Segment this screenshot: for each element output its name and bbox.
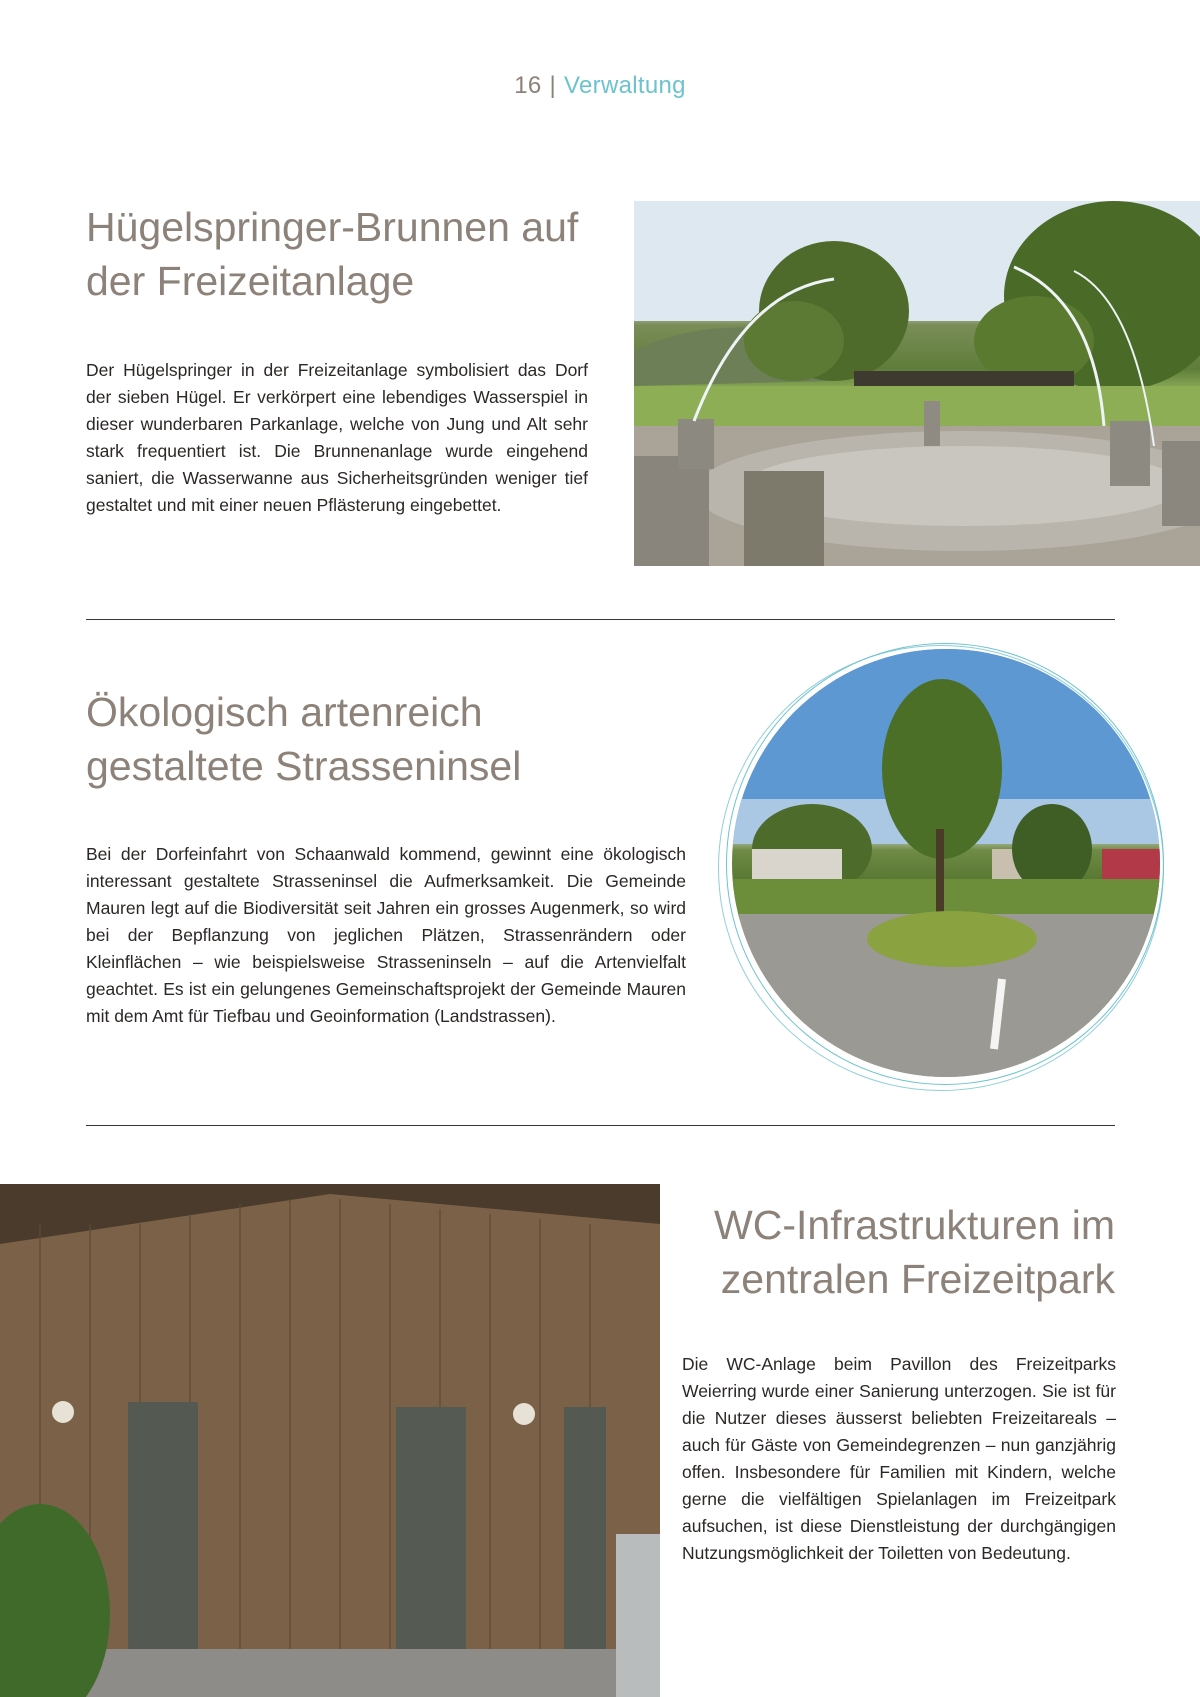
street-island-photo: [732, 649, 1160, 1077]
article-2-title-line1: Ökologisch artenreich: [86, 689, 483, 735]
divider-2: [86, 1125, 1115, 1126]
divider-1: [86, 619, 1115, 620]
fountain-illustration: [634, 201, 1200, 566]
article-3-title-line2: zentralen Freizeitpark: [720, 1256, 1115, 1302]
street-island-photo-frame: [718, 645, 1166, 1093]
wc-building-illustration: [0, 1184, 660, 1697]
page-number: 16: [514, 72, 542, 99]
article-1-title-line2: der Freizeitanlage: [86, 258, 415, 304]
article-3-title: [660, 1198, 1115, 1306]
article-1-title: [86, 200, 646, 308]
article-2-title: [86, 685, 726, 793]
wc-building-photo: [0, 1184, 660, 1697]
article-3-body: Die WC-Anlage beim Pavillon des Freizeitparks Weierring wurde einer Sanierung unterzogen. Sie ist für die Nutzer dieses äusserst beliebten Freizeitareals – auch für Gäste von Gemeindegrenzen – nun ganzjährig offen. Insbesondere für Familien mit Kindern, welche gerne die vielfältigen Spielanlagen im Freizeitpark aufsuchen, ist diese Dienstleistung der durchgängigen Nutzungsmöglichkeit der Toiletten von Bedeutung.: [682, 1354, 1116, 1563]
article-1-body: Der Hügelspringer in der Freizeitanlage symbolisiert das Dorf der sieben Hügel. Er verkörpert eine lebendiges Wasserspiel in dieser wunderbaren Parkanlage, welche von Jung und Alt sehr stark frequentiert ist. Die Brunnenanlage wurde eingehend saniert, die Wasserwanne aus Sicherheitsgründen weniger tief gestaltet und mit einer neuen Pflästerung eingebettet.: [86, 360, 588, 515]
article-2-body: Bei der Dorfeinfahrt von Schaanwald kommend, gewinnt eine ökologisch interessant gestaltete Strasseninsel die Aufmerksamkeit. Die Gemeinde Mauren legt auf die Biodiversität seit Jahren ein grosses Augenmerk, so wird bei der Bepflanzung von jeglichen Plätzen, Strassenrändern oder Kleinflächen – wie beispielsweise Strasseninseln – auf die Artenvielfalt geachtet. Es ist ein gelungenes Gemeinschaftsprojekt der Gemeinde Mauren mit dem Amt für Tiefbau und Geoinformation (Landstrassen).: [86, 844, 686, 1026]
article-1-title-line1: Hügelspringer-Brunnen auf: [86, 204, 579, 250]
fountain-photo: [634, 201, 1200, 566]
section-title: Verwaltung: [564, 72, 686, 99]
page-header: [0, 72, 1200, 100]
header-separator: |: [549, 72, 557, 99]
street-island-illustration: [732, 649, 1160, 1077]
article-2-title-line2: gestaltete Strasseninsel: [86, 743, 522, 789]
article-3-title-line1: WC-Infrastrukturen im: [714, 1202, 1115, 1248]
